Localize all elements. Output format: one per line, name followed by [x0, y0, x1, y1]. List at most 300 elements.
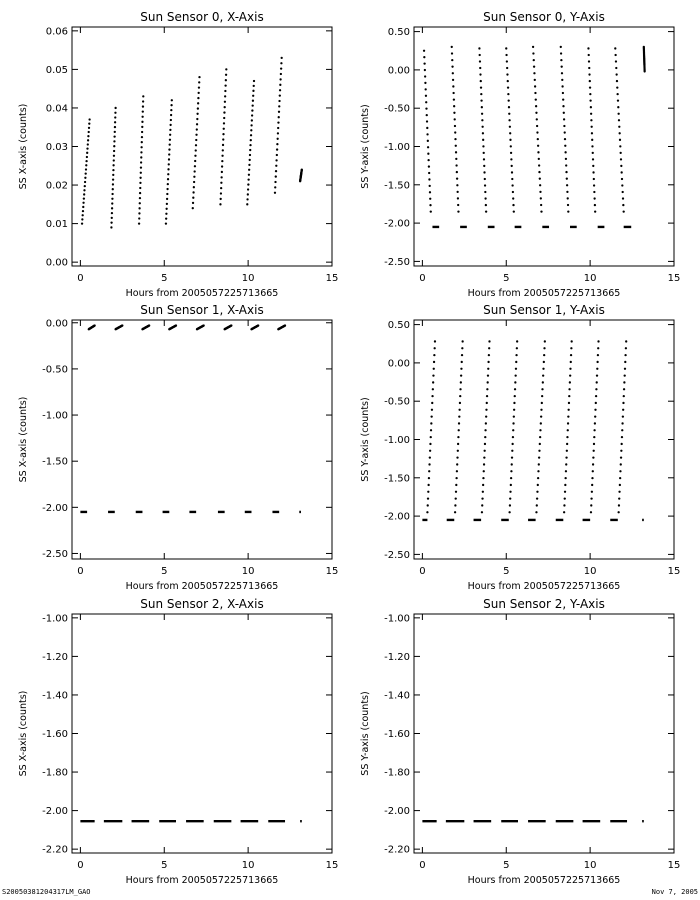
- chart-title: Sun Sensor 1, X-Axis: [140, 303, 264, 317]
- data-point: [505, 54, 507, 56]
- data-point: [249, 149, 251, 151]
- data-point: [506, 60, 508, 62]
- data-point: [247, 183, 249, 185]
- data-point: [540, 422, 542, 424]
- data-point: [196, 118, 198, 120]
- data-point: [565, 463, 567, 465]
- data-point: [511, 450, 513, 452]
- plot-frame: [72, 320, 332, 559]
- data-point: [452, 72, 454, 74]
- data-point: [455, 497, 457, 499]
- x-axis-label: Hours from 2005057225713665: [467, 875, 621, 886]
- data-point: [169, 129, 171, 131]
- data-point: [538, 463, 540, 465]
- data-point: [192, 197, 194, 199]
- data-point: [508, 100, 510, 102]
- data-point: [223, 128, 225, 130]
- data-point: [590, 119, 592, 121]
- data-point: [570, 361, 572, 363]
- data-point: [430, 429, 432, 431]
- data-point: [193, 186, 195, 188]
- data-point: [459, 402, 461, 404]
- data-point: [223, 111, 225, 113]
- data-point: [138, 212, 140, 214]
- data-point: [275, 170, 277, 172]
- data-point: [165, 222, 167, 224]
- data-point: [539, 191, 541, 193]
- data-point: [567, 422, 569, 424]
- data-point: [140, 156, 142, 158]
- data-point: [454, 511, 456, 513]
- data-point: [535, 511, 537, 513]
- chart-panel-3: [360, 303, 680, 592]
- data-point: [540, 210, 542, 212]
- data-point: [195, 134, 197, 136]
- data-point: [140, 146, 142, 148]
- data-point: [537, 470, 539, 472]
- data-point: [167, 183, 169, 185]
- y-tick-label: 0.50: [387, 320, 410, 332]
- chart-panel-1: [360, 10, 680, 299]
- data-point: [618, 504, 620, 506]
- data-point: [624, 354, 626, 356]
- data-point: [434, 340, 436, 342]
- data-point: [624, 368, 626, 370]
- data-point: [427, 159, 429, 161]
- data-point: [455, 491, 457, 493]
- data-point: [595, 402, 597, 404]
- data-point: [619, 470, 621, 472]
- data-point: [565, 158, 567, 160]
- data-point: [140, 151, 142, 153]
- data-point: [142, 100, 144, 102]
- data-point: [516, 340, 518, 342]
- data-point: [140, 161, 142, 163]
- data-point: [167, 173, 169, 175]
- data-point: [224, 106, 226, 108]
- data-point: [281, 57, 283, 59]
- data-point: [249, 159, 251, 161]
- data-point: [534, 85, 536, 87]
- data-point: [194, 155, 196, 157]
- data-point: [564, 131, 566, 133]
- data-point: [587, 47, 589, 49]
- data-point: [279, 78, 281, 80]
- data-point: [111, 202, 113, 204]
- data-run-5: [560, 46, 570, 213]
- y-tick-label: -1.40: [42, 690, 68, 702]
- data-point: [433, 368, 435, 370]
- data-run-8: [643, 46, 646, 73]
- data-point: [139, 192, 141, 194]
- data-point: [512, 429, 514, 431]
- data-point: [622, 204, 624, 206]
- data-point: [425, 108, 427, 110]
- data-point: [112, 188, 114, 190]
- data-run-5: [219, 68, 227, 205]
- data-point: [482, 132, 484, 134]
- data-point: [566, 178, 568, 180]
- data-point: [220, 198, 222, 200]
- data-point: [247, 193, 249, 195]
- data-point: [485, 422, 487, 424]
- data-point: [165, 208, 167, 210]
- x-axis-label: Hours from 2005057225713665: [467, 581, 621, 592]
- x-tick-label: 0: [77, 860, 84, 871]
- chart-panel-2: [18, 303, 338, 592]
- data-point: [565, 456, 567, 458]
- data-point: [279, 84, 281, 86]
- data-point: [197, 102, 199, 104]
- data-point: [454, 504, 456, 506]
- y-tick-label: 0.01: [45, 219, 68, 231]
- data-point: [536, 118, 538, 120]
- data-point: [506, 67, 508, 69]
- data-point: [278, 111, 280, 113]
- data-point: [481, 511, 483, 513]
- data-point: [193, 181, 195, 183]
- data-point: [484, 450, 486, 452]
- data-point: [192, 207, 194, 209]
- data-point: [513, 415, 515, 417]
- data-point: [428, 178, 430, 180]
- data-point: [569, 374, 571, 376]
- data-point: [616, 93, 618, 95]
- data-point: [544, 340, 546, 342]
- data-point: [619, 132, 621, 134]
- data-point: [625, 340, 627, 342]
- data-point: [429, 443, 431, 445]
- data-point: [426, 133, 428, 135]
- data-point: [479, 54, 481, 56]
- data-point: [111, 207, 113, 209]
- x-tick-label: 10: [583, 860, 597, 871]
- data-point: [220, 187, 222, 189]
- data-point: [484, 429, 486, 431]
- y-tick-label: -1.00: [42, 613, 68, 625]
- data-point: [566, 436, 568, 438]
- data-point: [85, 168, 87, 170]
- data-point: [589, 100, 591, 102]
- data-point: [487, 381, 489, 383]
- data-point: [567, 429, 569, 431]
- data-point: [621, 184, 623, 186]
- data-run-7: [617, 340, 627, 513]
- data-point: [169, 139, 171, 141]
- data-point: [453, 112, 455, 114]
- x-tick-label: 5: [161, 860, 168, 871]
- data-point: [508, 511, 510, 513]
- data-point: [113, 159, 115, 161]
- plot-frame: [414, 27, 674, 266]
- y-tick-label: 0.00: [45, 318, 68, 330]
- data-point: [252, 90, 254, 92]
- y-axis-label: SS Y-axis (counts): [360, 104, 371, 189]
- data-point: [140, 172, 142, 174]
- data-point: [482, 484, 484, 486]
- data-point: [175, 324, 177, 326]
- data-point: [453, 98, 455, 100]
- y-tick-label: -2.20: [384, 844, 410, 856]
- data-point: [592, 152, 594, 154]
- data-point: [566, 191, 568, 193]
- data-point: [535, 98, 537, 100]
- x-tick-label: 10: [583, 273, 597, 284]
- data-point: [141, 141, 143, 143]
- data-point: [195, 144, 197, 146]
- data-point: [278, 100, 280, 102]
- data-point: [457, 204, 459, 206]
- data-point: [455, 151, 457, 153]
- data-point: [515, 361, 517, 363]
- data-point: [428, 470, 430, 472]
- data-point: [111, 217, 113, 219]
- data-point: [481, 504, 483, 506]
- data-point: [594, 204, 596, 206]
- data-point: [590, 113, 592, 115]
- data-point: [594, 422, 596, 424]
- data-point: [429, 198, 431, 200]
- data-point: [428, 165, 430, 167]
- data-point: [480, 86, 482, 88]
- data-point: [111, 212, 113, 214]
- data-point: [113, 150, 115, 152]
- data-point: [430, 415, 432, 417]
- data-run-7: [274, 57, 283, 194]
- data-point: [168, 153, 170, 155]
- data-point: [277, 138, 279, 140]
- data-point: [511, 463, 513, 465]
- data-point: [252, 95, 254, 97]
- data-point: [593, 178, 595, 180]
- data-point: [274, 186, 276, 188]
- y-tick-label: -1.60: [384, 729, 410, 740]
- data-point: [275, 165, 277, 167]
- data-point: [513, 409, 515, 411]
- data-point: [424, 75, 426, 77]
- data-point: [588, 67, 590, 69]
- data-point: [593, 429, 595, 431]
- data-point: [619, 145, 621, 147]
- data-point: [246, 203, 248, 205]
- data-point: [451, 52, 453, 54]
- data-point: [167, 168, 169, 170]
- chart-panel-0: [18, 10, 338, 299]
- data-point: [250, 134, 252, 136]
- data-point: [432, 388, 434, 390]
- data-point: [588, 73, 590, 75]
- data-point: [426, 511, 428, 513]
- data-point: [114, 126, 116, 128]
- data-point: [592, 158, 594, 160]
- data-run-4: [535, 340, 546, 513]
- data-point: [225, 74, 227, 76]
- data-point: [429, 185, 431, 187]
- data-point: [112, 183, 114, 185]
- y-tick-label: -1.00: [384, 613, 410, 625]
- data-point: [562, 92, 564, 94]
- x-tick-label: 10: [241, 566, 255, 577]
- data-point: [426, 127, 428, 129]
- data-point: [620, 158, 622, 160]
- data-point: [536, 131, 538, 133]
- data-point: [277, 121, 279, 123]
- data-point: [423, 62, 425, 64]
- data-point: [535, 105, 537, 107]
- data-point: [427, 146, 429, 148]
- data-point: [621, 171, 623, 173]
- data-point: [432, 381, 434, 383]
- data-point: [506, 73, 508, 75]
- data-point: [249, 154, 251, 156]
- data-point: [142, 111, 144, 113]
- data-point: [562, 105, 564, 107]
- data-point: [429, 204, 431, 206]
- data-point: [564, 151, 566, 153]
- data-point: [508, 106, 510, 108]
- data-point: [276, 143, 278, 145]
- data-point: [280, 67, 282, 69]
- data-point: [511, 171, 513, 173]
- y-tick-label: -1.00: [384, 142, 410, 153]
- data-point: [193, 176, 195, 178]
- data-point: [569, 368, 571, 370]
- data-point: [513, 402, 515, 404]
- data-point: [82, 202, 84, 204]
- data-point: [510, 158, 512, 160]
- data-point: [483, 470, 485, 472]
- data-point: [486, 402, 488, 404]
- data-point: [168, 163, 170, 165]
- data-point: [86, 152, 88, 154]
- data-point: [165, 218, 167, 220]
- data-run-4: [192, 76, 201, 209]
- data-point: [426, 120, 428, 122]
- data-point: [430, 436, 432, 438]
- data-point: [597, 354, 599, 356]
- data-point: [429, 456, 431, 458]
- data-point: [427, 153, 429, 155]
- data-point: [616, 86, 618, 88]
- data-point: [142, 105, 144, 107]
- data-point: [452, 92, 454, 94]
- data-point: [570, 354, 572, 356]
- data-point: [112, 164, 114, 166]
- data-point: [141, 121, 143, 123]
- x-tick-label: 0: [419, 273, 426, 284]
- data-point: [510, 470, 512, 472]
- data-point: [461, 361, 463, 363]
- data-point: [486, 395, 488, 397]
- data-point: [455, 145, 457, 147]
- data-point: [564, 145, 566, 147]
- data-point: [481, 497, 483, 499]
- data-point: [168, 148, 170, 150]
- data-point: [589, 86, 591, 88]
- data-point: [540, 415, 542, 417]
- data-point: [93, 324, 95, 326]
- data-point: [138, 222, 140, 224]
- data-point: [566, 184, 568, 186]
- y-tick-label: 0.50: [387, 27, 410, 39]
- data-point: [225, 68, 227, 70]
- data-point: [483, 165, 485, 167]
- data-point: [220, 182, 222, 184]
- data-point: [301, 168, 303, 170]
- data-point: [141, 126, 143, 128]
- data-point: [537, 484, 539, 486]
- y-tick-label: -1.40: [384, 690, 410, 702]
- data-point: [224, 95, 226, 97]
- data-run-0: [81, 118, 91, 224]
- y-tick-label: -2.00: [384, 806, 410, 818]
- data-point: [166, 193, 168, 195]
- data-point: [428, 477, 430, 479]
- data-point: [433, 354, 435, 356]
- y-axis-label: SS X-axis (counts): [18, 690, 29, 777]
- data-point: [455, 158, 457, 160]
- x-tick-label: 5: [503, 566, 510, 577]
- data-run-3: [165, 99, 173, 225]
- data-point: [460, 368, 462, 370]
- data-point: [539, 443, 541, 445]
- data-point: [568, 402, 570, 404]
- data-point: [617, 113, 619, 115]
- data-point: [280, 62, 282, 64]
- data-run-3: [505, 47, 515, 212]
- data-point: [222, 149, 224, 151]
- data-point: [169, 143, 171, 145]
- data-point: [221, 171, 223, 173]
- data-point: [509, 139, 511, 141]
- data-point: [138, 217, 140, 219]
- data-point: [203, 324, 205, 326]
- x-tick-label: 15: [325, 860, 339, 871]
- data-point: [594, 210, 596, 212]
- data-point: [431, 409, 433, 411]
- data-run-6: [250, 324, 259, 330]
- data-point: [565, 470, 567, 472]
- data-point: [560, 52, 562, 54]
- x-tick-label: 10: [241, 273, 255, 284]
- data-point: [570, 347, 572, 349]
- data-run-3: [508, 340, 518, 513]
- y-tick-label: 0.05: [45, 64, 68, 76]
- data-point: [451, 66, 453, 68]
- data-point: [622, 197, 624, 199]
- y-tick-label: -0.50: [384, 396, 410, 408]
- data-point: [166, 203, 168, 205]
- data-point: [221, 160, 223, 162]
- data-point: [560, 59, 562, 61]
- data-point: [591, 132, 593, 134]
- x-axis-label: Hours from 2005057225713665: [467, 288, 621, 299]
- data-point: [569, 381, 571, 383]
- data-point: [84, 185, 86, 187]
- data-point: [536, 497, 538, 499]
- data-point: [512, 197, 514, 199]
- data-point: [483, 152, 485, 154]
- data-point: [83, 193, 85, 195]
- data-point: [433, 361, 435, 363]
- data-point: [623, 395, 625, 397]
- data-point: [482, 491, 484, 493]
- data-point: [618, 126, 620, 128]
- data-point: [457, 450, 459, 452]
- data-point: [511, 184, 513, 186]
- data-point: [221, 155, 223, 157]
- data-point: [591, 126, 593, 128]
